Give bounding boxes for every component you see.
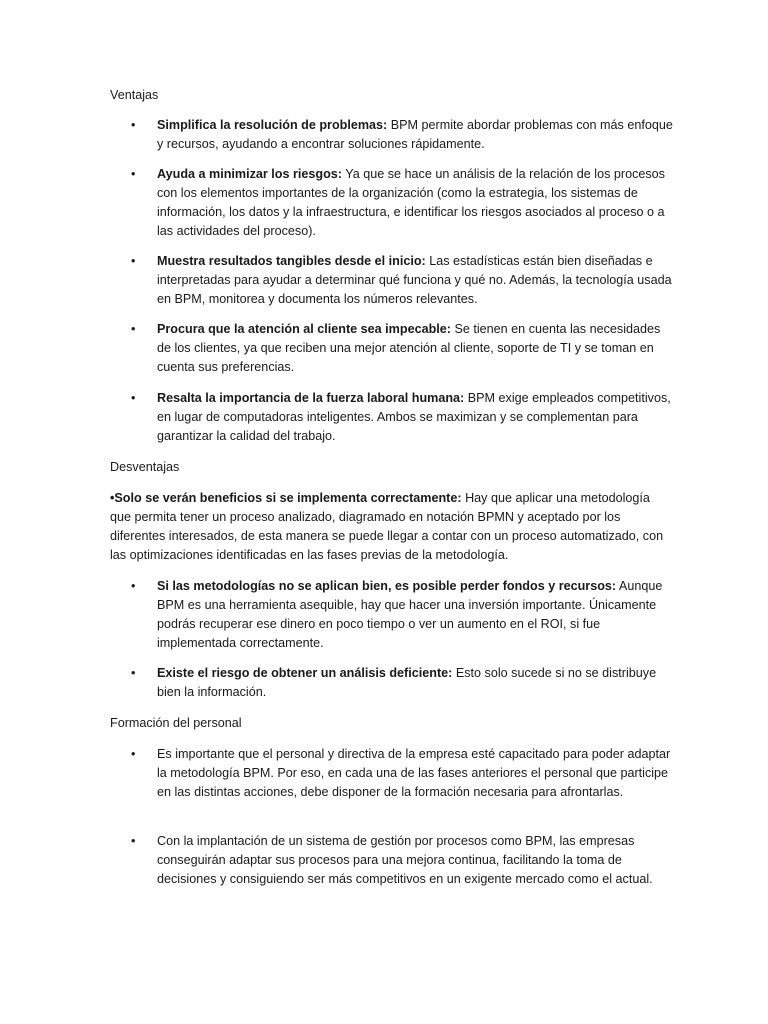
item-text: BPM permite abordar problemas con más enfoque y recursos, ayudando a encontrar soluciones rápidamente. [157,118,673,151]
list-item [131,832,677,889]
bullet-icon: • [131,254,136,268]
bullet-icon: • [131,834,136,848]
item-text: Es importante que el personal y directiva de la empresa esté capacitado para poder adaptar la metodología BPM. Por eso, en cada una de las fases anteriores el personal que participe en las distintas acciones, debe disponer de la formación necesaria para afrontarlas. [157,747,671,799]
list-item [131,664,677,702]
item-text: Con la implantación de un sistema de gestión por procesos como BPM, las empresas conseguirán adaptar sus procesos para una mejora continua, facilitando la toma de decisiones y consiguiendo ser más competitivos en un exigente mercado como el actual. [157,834,653,886]
section-heading-formacion: Formación del personal [110,716,242,730]
item-title: Existe el riesgo de obtener un análisis deficiente: [157,666,453,680]
list-item [131,389,677,446]
list-item [131,577,677,653]
bullet-icon: • [131,391,136,405]
item-title: Muestra resultados tangibles desde el inicio: [157,254,426,268]
item-text: Aunque BPM es una herramienta asequible, hay que hacer una inversión importante. Únicamente podrás recuperar ese dinero en poco tiempo o ver un aumento en el ROI, si fue implementada correctamente. [157,579,663,650]
item-title: Resalta la importancia de la fuerza laboral humana: [157,391,465,405]
list-item [131,320,677,377]
bullet-icon: • [131,579,136,593]
paragraph [110,489,670,565]
item-title: Ayuda a minimizar los riesgos: [157,167,342,181]
paragraph-title: •Solo se verán beneficios si se implementa correctamente: [110,491,462,505]
item-text: Las estadísticas están bien diseñadas e interpretadas para ayudar a determinar qué funciona y qué no. Además, la tecnología usada en BPM, monitorea y documenta los números relevantes. [157,254,672,306]
item-text: Esto solo sucede si no se distribuye bien la información. [157,666,657,699]
item-title: Procura que la atención al cliente sea impecable: [157,322,451,336]
item-title: Simplifica la resolución de problemas: [157,118,388,132]
paragraph-text: Hay que aplicar una metodología que permita tener un proceso analizado, diagramado en notación BPMN y aceptado por los diferentes interesados, de esta manera se puede llegar a contar con un proceso automatizado, con las optimizaciones identificadas en las fases previas de la metodología. [110,491,664,562]
item-text: Ya que se hace un análisis de la relación de los procesos con los elementos importantes de la organización (como la estrategia, los sistemas de información, los datos y la infraestructura, e identificar los riesgos asociados al proceso o a las actividades del proceso). [157,167,665,238]
item-title: Si las metodologías no se aplican bien, es posible perder fondos y recursos: [157,579,617,593]
item-text: Se tienen en cuenta las necesidades de los clientes, ya que reciben una mejor atención al cliente, soporte de TI y se toman en cuenta sus preferencias. [157,322,661,374]
item-text: BPM exige empleados competitivos, en lugar de computadoras inteligentes. Ambos se maximizan y se complementan para garantizar la calidad del trabajo. [157,391,671,443]
list-item [131,745,677,802]
section-heading-ventajas: Ventajas [110,88,159,102]
bullet-icon: • [131,322,136,336]
list-item [131,116,677,154]
bullet-icon: • [131,747,136,761]
bullet-icon: • [131,666,136,680]
bullet-icon: • [131,167,136,181]
list-item [131,252,677,309]
section-heading-desventajas: Desventajas [110,460,180,474]
bullet-icon: • [131,118,136,132]
list-item [131,165,677,241]
